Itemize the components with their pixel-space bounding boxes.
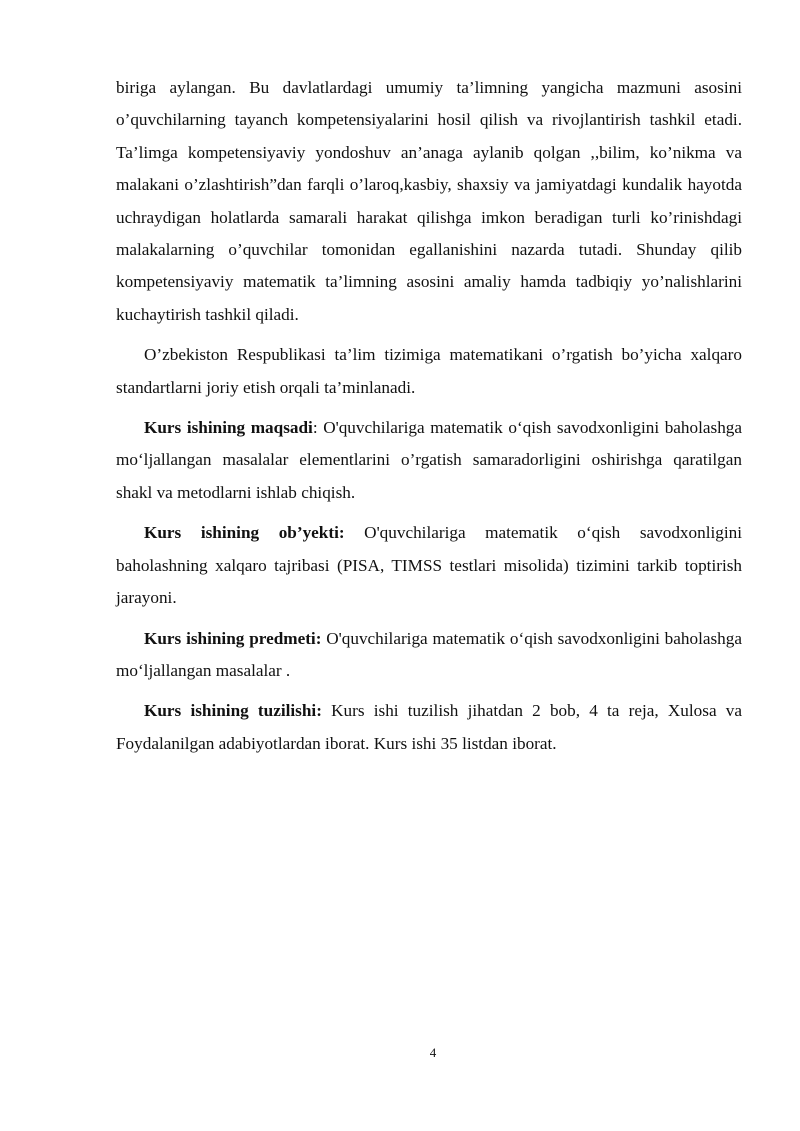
paragraph-course-structure	[116, 695, 742, 760]
paragraph-text: : O'quvchilariga matematik o‘qish savodxonligini baholashga mo‘ljallangan masalalar elementlarini o’rgatish samaradorligini oshirishga qaratilgan shakl va metodlarni ishlab chiqish.	[116, 418, 743, 502]
paragraph-lead: Kurs ishining tuzilishi:	[144, 701, 322, 721]
paragraph-text: O'quvchilariga matematik o‘qish savodxonligini baholashga mo‘ljallangan masalalar .	[116, 628, 743, 680]
paragraph-continuation	[116, 72, 742, 331]
paragraph-course-goal	[116, 412, 742, 509]
paragraph-standards	[116, 339, 742, 404]
document-body	[116, 72, 742, 768]
paragraph-course-object	[116, 517, 742, 614]
paragraph-text: Kurs ishi tuzilish jihatdan 2 bob, 4 ta reja, Xulosa va Foydalanilgan adabiyotlardan iborat. Kurs ishi 35 listdan iborat.	[116, 701, 743, 753]
paragraph-text: O'quvchilariga matematik o‘qish savodxonligini baholashning xalqaro tajribasi (PISA, TIMSS testlari misolida) tizimini tarkib toptirish jarayoni.	[116, 523, 742, 608]
paragraph-text: biriga aylangan. Bu davlatlardagi umumiy ta’limning yangicha mazmuni asosini o’quvchilarning tayanch kompetensiyalarini hosil qilish va rivojlantirish tashkil etadi. Ta’limga kompetensiyaviy yondoshuv an’anaga aylanib qolgan ,,bilim, ko’nikma va malakani o’zlashtirish”dan farqli o’laroq,kasbiy, shaxsiy va jamiyatdagi kundalik hayotda uchraydigan holatlarda samarali harakat qilishga imkon beradigan turli ko’rinishdagi malakalarning o’quvchilar tomonidan egallanishini nazarda tutadi. Shunday qilib kompetensiyaviy matematik ta’limning asosini amaliy hamda tadbiqiy yo’nalishlarini kuchaytirish tashkil qiladi.	[116, 78, 742, 324]
paragraph-lead: Kurs ishining predmeti:	[144, 628, 322, 648]
paragraph-text: O’zbekiston Respublikasi ta’lim tizimiga matematikani o’rgatish bo’yicha xalqaro standartlarni joriy etish orqali ta’minlanadi.	[116, 345, 742, 397]
paragraph-course-subject	[116, 623, 742, 688]
paragraph-lead: Kurs ishining ob’yekti:	[144, 523, 345, 543]
paragraph-lead: Kurs ishining maqsadi	[144, 418, 313, 438]
page-number: 4	[429, 1045, 437, 1060]
